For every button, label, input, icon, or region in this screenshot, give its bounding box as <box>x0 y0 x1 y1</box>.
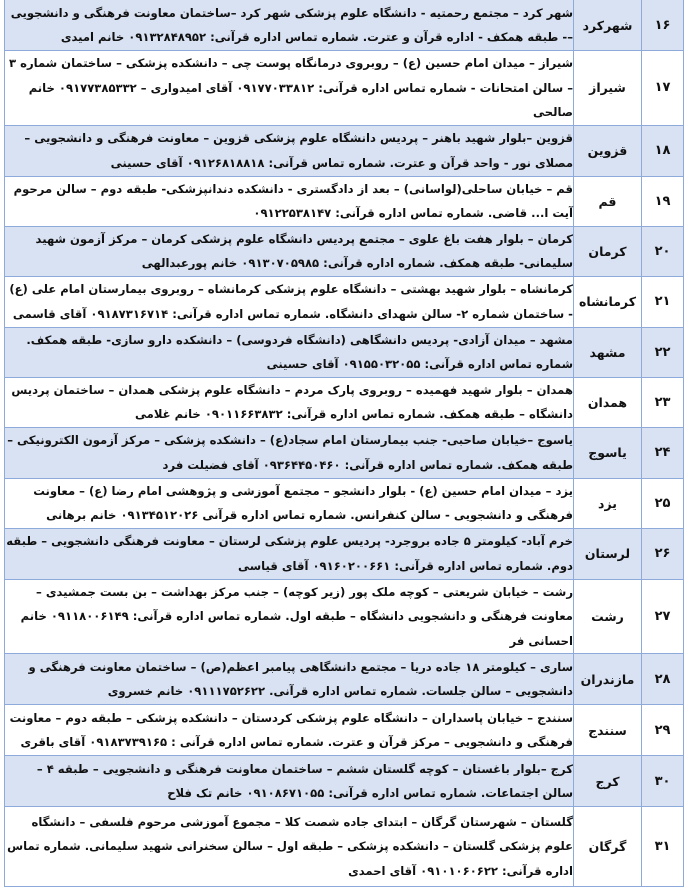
row-number: ۱۷ <box>642 51 684 126</box>
address-text: یاسوج –خیابان صاحبی- جنب بیمارستان امام سجاد(ع) – دانشکده پزشکی – مرکز آزمون الکترونیکی – طبقه همکف. شماره تماس اداره قرآنی: ۰۹۳۶۴۴۵۰۴۶۰ آقای فضیلت فرد <box>5 427 574 478</box>
exam-locations-table <box>4 0 684 887</box>
table-row <box>5 528 684 579</box>
address-text: مشهد – میدان آزادی- پردیس دانشگاهی (دانشگاه فردوسی) – دانشکده دارو سازی- طبقه همکف. شماره تماس اداره قرآنی: ۰۹۱۵۵۰۳۲۰۵۵ آقای حسینی <box>5 327 574 377</box>
address-text: سنندج – خیابان پاسداران – دانشگاه علوم پزشکی کردستان – دانشکده پزشکی – طبقه دوم – معاونت فرهنگی و دانشجویی – مرکز قرآن و عترت. شماره تماس اداره قرآنی : ۰۹۱۸۳۷۳۹۱۶۵ آقای باقری <box>5 705 574 756</box>
city-name: همدان <box>574 377 642 427</box>
address-text: ساری – کیلومتر ۱۸ جاده دریا – مجتمع دانشگاهی پیامبر اعظم(ص) – ساختمان معاونت فرهنگی و دانشجویی – سالن جلسات. شماره تماس اداره قرآنی. ۰۹۱۱۱۷۵۲۶۲۲ خانم خسروی <box>5 654 574 705</box>
city-name: کرج <box>574 756 642 807</box>
city-name: سنندج <box>574 705 642 756</box>
row-number: ۲۹ <box>642 705 684 756</box>
city-name: لرستان <box>574 528 642 579</box>
address-text: کرمان – بلوار هفت باغ علوی – مجتمع پردیس دانشگاه علوم پزشکی کرمان – مرکز آزمون شهید سلیمانی- طبقه همکف. شماره اداره قرآنی: ۰۹۱۳۰۷۰۵۹۸۵ خانم پورعبدالهی <box>5 226 574 276</box>
table-row <box>5 807 684 887</box>
table-row <box>5 176 684 226</box>
table-row <box>5 579 684 654</box>
address-text: کرمانشاه – بلوار شهید بهشتی – دانشگاه علوم پزشکی کرمانشاه – روبروی بیمارستان امام علی (ع) - ساختمان شماره ۲- سالن شهدای دانشگاه. شماره تماس اداره قرآنی: ۰۹۱۸۷۳۱۶۷۱۴ آقای قاسمی <box>5 276 574 327</box>
table-row <box>5 226 684 276</box>
table-row <box>5 478 684 528</box>
table-row <box>5 327 684 377</box>
row-number: ۱۸ <box>642 125 684 176</box>
row-number: ۲۵ <box>642 478 684 528</box>
address-text: خرم آباد- کیلومتر ۵ جاده بروجرد- پردیس علوم پزشکی لرستان – معاونت فرهنگی دانشجویی – طبقه دوم. شماره تماس اداره قرآنی: ۰۹۱۶۰۲۰۰۶۶۱ آقای قیاسی <box>5 528 574 579</box>
city-name: قزوین <box>574 125 642 176</box>
address-text: رشت – خیابان شریعتی – کوچه ملک پور (زیر کوچه) – جنب مرکز بهداشت – بن بست جمشیدی – معاونت فرهنگی و دانشجویی دانشگاه – طبقه اول. شماره تماس اداره قرآنی: ۰۹۱۱۸۰۰۶۱۴۹ خانم احسانی فر <box>5 579 574 654</box>
address-text: قزوین –بلوار شهید باهنر – پردیس دانشگاه علوم پزشکی قزوین – معاونت فرهنگی و دانشجویی – مصلای نور - واحد قرآن و عترت. شماره تماس قرآنی: ۰۹۱۲۶۸۱۸۸۱۸ آقای حسینی <box>5 125 574 176</box>
city-name: رشت <box>574 579 642 654</box>
row-number: ۱۹ <box>642 176 684 226</box>
city-name: یزد <box>574 478 642 528</box>
table-row <box>5 654 684 705</box>
address-text: کرج –بلوار باغستان – کوچه گلستان ششم – ساختمان معاونت فرهنگی و دانشجویی – طبقه ۴ – سالن اجتماعات. شماره تماس اداره قرآنی: ۰۹۱۰۸۶۷۱۰۵۵ خانم تک فلاح <box>5 756 574 807</box>
table-row <box>5 427 684 478</box>
row-number: ۲۷ <box>642 579 684 654</box>
table-row <box>5 125 684 176</box>
table-row <box>5 756 684 807</box>
address-text: شهر کرد – مجتمع رحمتیه - دانشگاه علوم پزشکی شهر کرد –ساختمان معاونت فرهنگی و دانشجویی –- طبقه همکف - اداره قرآن و عترت. شماره تماس اداره قرآنی: ۰۹۱۳۲۸۴۸۹۵۲ خانم امیدی <box>5 0 574 51</box>
city-name: شهرکرد <box>574 0 642 51</box>
table-row <box>5 51 684 126</box>
table-row <box>5 0 684 51</box>
row-number: ۳۱ <box>642 807 684 887</box>
row-number: ۲۴ <box>642 427 684 478</box>
address-text: قم – خیابان ساحلی(لواسانی) – بعد از دادگستری - دانشکده دندانپزشکی- طبقه دوم – سالن مرحوم آیت ا... قاضی. شماره تماس اداره قرآنی: ۰۹۱۲۲۵۳۸۱۴۷ <box>5 176 574 226</box>
row-number: ۲۲ <box>642 327 684 377</box>
table-row <box>5 276 684 327</box>
row-number: ۳۰ <box>642 756 684 807</box>
address-text: شیراز – میدان امام حسین (ع) – روبروی درمانگاه پوست چی – دانشکده پزشکی – ساختمان شماره ۳ – سالن امتحانات - شماره تماس اداره قرآنی: ۰۹۱۷۷۰۳۳۸۱۲ آقای امیدواری – ۰۹۱۷۷۳۸۵۳۳۲ خانم صالحی <box>5 51 574 126</box>
city-name: قم <box>574 176 642 226</box>
row-number: ۲۳ <box>642 377 684 427</box>
address-text: همدان – بلوار شهید فهمیده – روبروی پارک مردم – دانشگاه علوم پزشکی همدان – ساختمان پردیس دانشگاه – طبقه همکف. شماره تماس اداره قرآنی: ۰۹۰۱۱۶۶۳۸۳۲ خانم غلامی <box>5 377 574 427</box>
city-name: گرگان <box>574 807 642 887</box>
table-row <box>5 377 684 427</box>
address-text: گلستان – شهرستان گرگان – ابتدای جاده شصت کلا – مجموع آموزشی مرحوم فلسفی – دانشگاه علوم پزشکی گلستان – دانشکده پزشکی – طبقه اول – سالن سخنرانی شهید سلیمانی. شماره تماس اداره قرآنی: ۰۹۱۰۱۰۶۰۶۲۲ آقای احمدی <box>5 807 574 887</box>
city-name: شیراز <box>574 51 642 126</box>
row-number: ۲۰ <box>642 226 684 276</box>
city-name: یاسوج <box>574 427 642 478</box>
row-number: ۲۶ <box>642 528 684 579</box>
address-text: یزد – میدان امام حسین (ع) - بلوار دانشجو – مجتمع آموزشی و پژوهشی امام رضا (ع) – معاونت فرهنگی و دانشجویی - سالن کنفرانس. شماره تماس اداره قرآنی ۰۹۱۳۴۵۱۲۰۲۶ خانم برهانی <box>5 478 574 528</box>
table-row <box>5 705 684 756</box>
city-name: کرمانشاه <box>574 276 642 327</box>
city-name: مازندران <box>574 654 642 705</box>
city-name: مشهد <box>574 327 642 377</box>
row-number: ۲۱ <box>642 276 684 327</box>
city-name: کرمان <box>574 226 642 276</box>
row-number: ۱۶ <box>642 0 684 51</box>
row-number: ۲۸ <box>642 654 684 705</box>
